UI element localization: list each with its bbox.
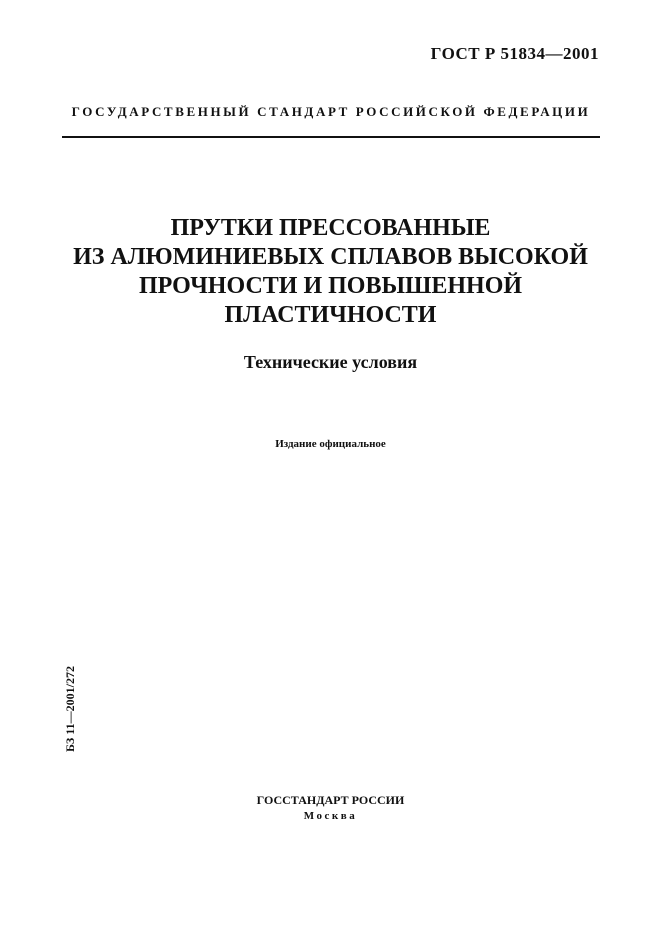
publisher: ГОССТАНДАРТ РОССИИ — [256, 793, 405, 807]
document-code: ГОСТ Р 51834—2001 — [430, 44, 599, 63]
title-line: ПРУТКИ ПРЕССОВАННЫЕ — [170, 215, 491, 241]
header-divider — [62, 136, 600, 138]
state-standard-heading: ГОСУДАРСТВЕННЫЙ СТАНДАРТ РОССИЙСКОЙ ФЕДЕРАЦИИ — [71, 104, 591, 119]
edition-note: Издание официальное — [275, 438, 386, 450]
title-line: ИЗ АЛЮМИНИЕВЫХ СПЛАВОВ ВЫСОКОЙ — [73, 244, 588, 270]
side-registration-code: БЗ 11—2001/272 — [63, 666, 77, 752]
title-line: ПРОЧНОСТИ И ПОВЫШЕННОЙ — [138, 273, 523, 299]
document-title — [40, 214, 621, 330]
title-line: ПЛАСТИЧНОСТИ — [224, 302, 437, 328]
document-subtitle: Технические условия — [243, 352, 418, 372]
publisher-city: Москва — [303, 810, 358, 822]
